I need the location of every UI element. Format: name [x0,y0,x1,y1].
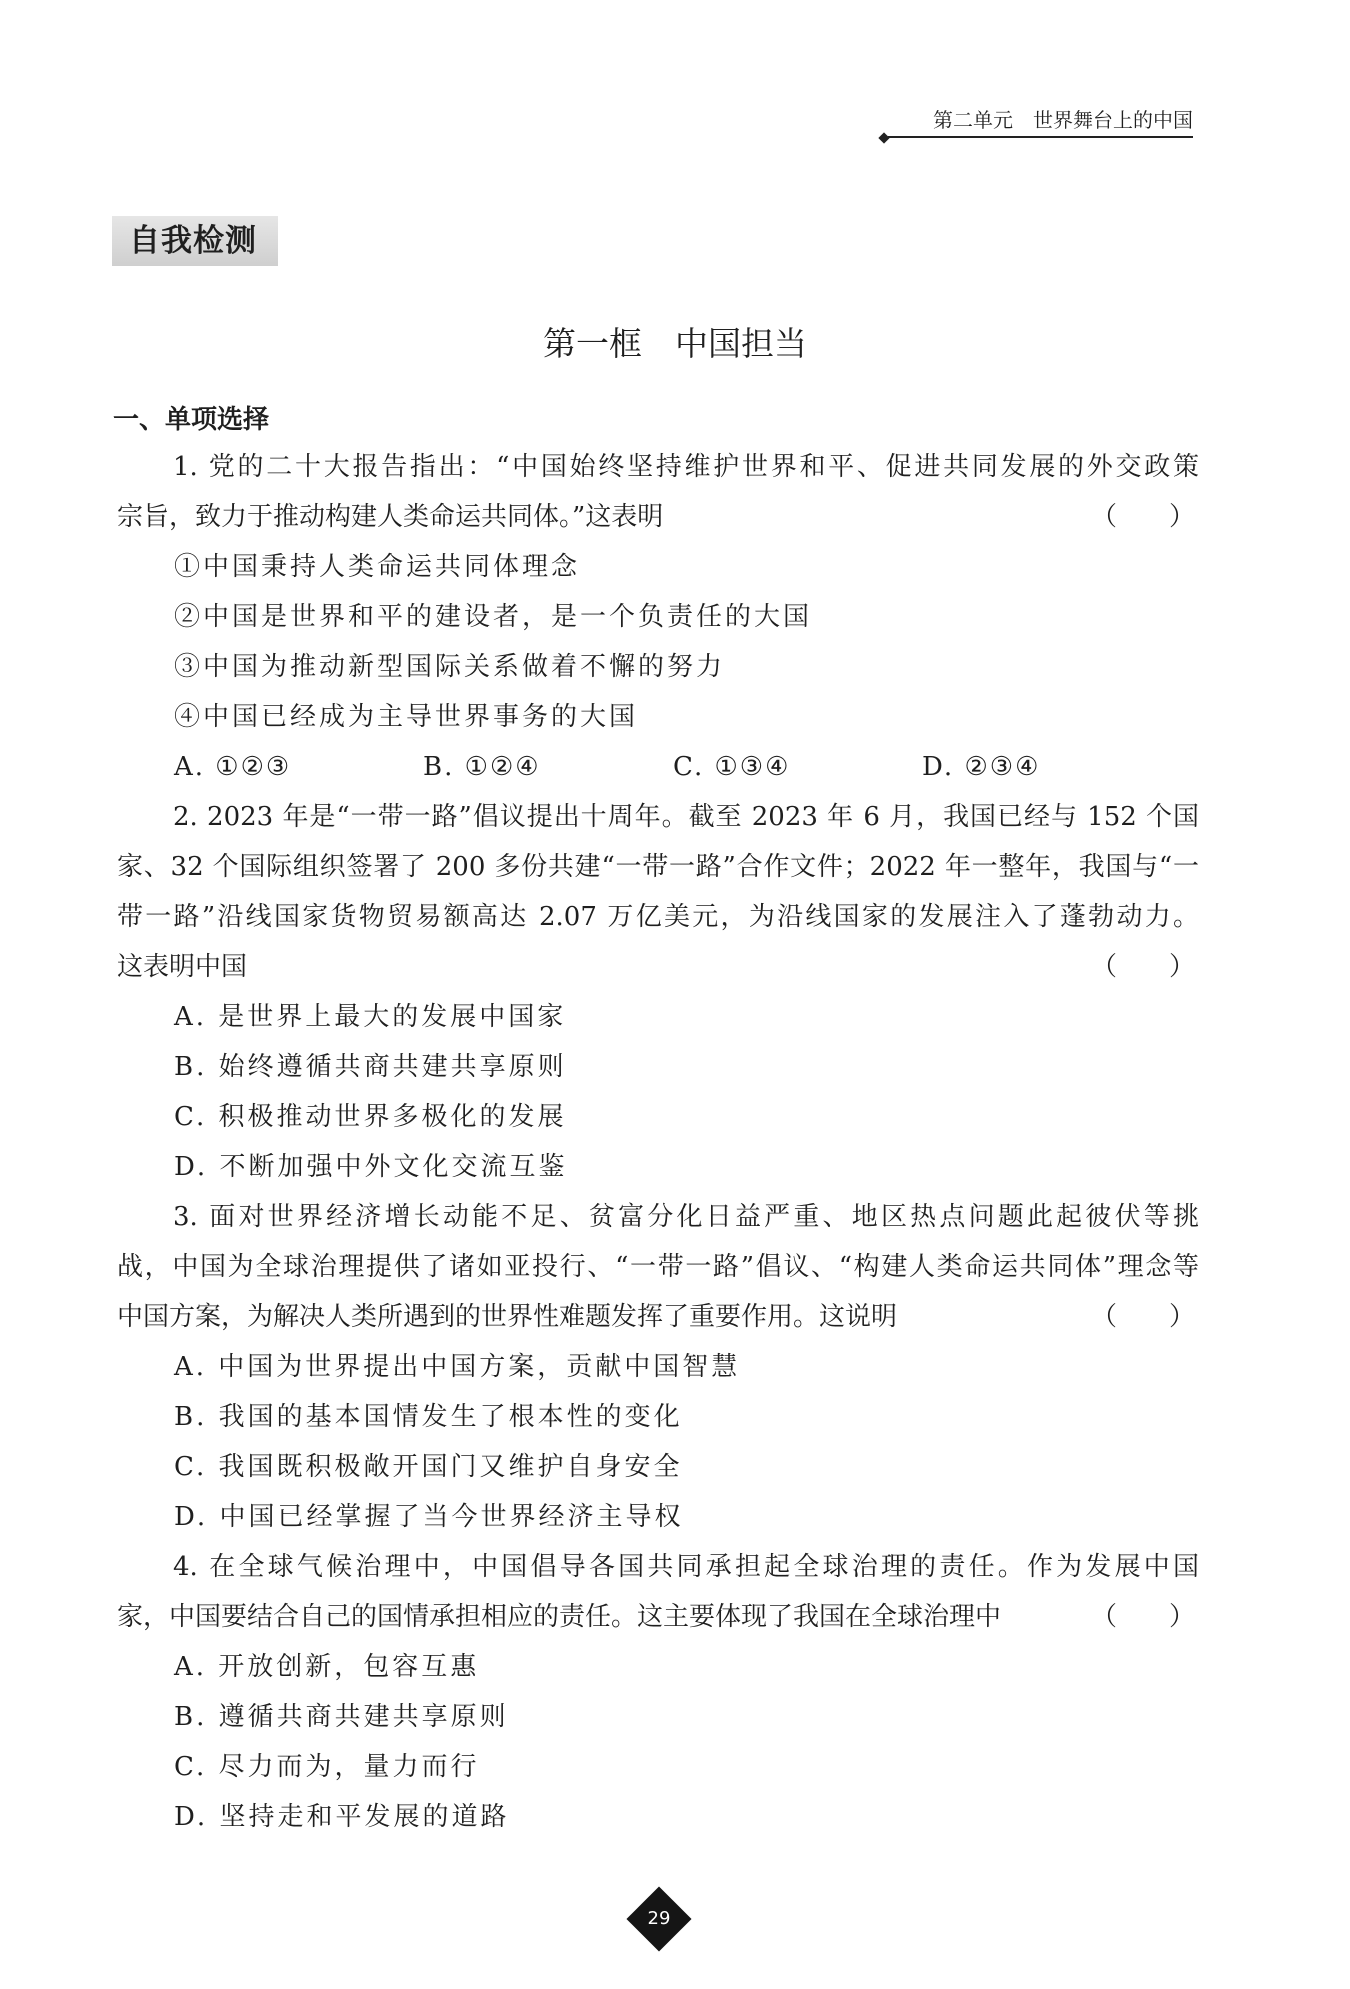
diamond-icon [878,132,889,143]
question-4 [117,1542,1199,1842]
question-stem-text: 这表明中国 [117,952,248,982]
statement-item: ③中国为推动新型国际关系做着不懈的努力 [174,652,726,682]
question-stem-line: 家、32 个国际组织签署了 200 多份共建“一带一路”合作文件；2022 年一整年，我国与“一 [117,852,1199,882]
question-stem-line: 3. 面对世界经济增长动能不足、贫富分化日益严重、地区热点问题此起彼伏等挑 [173,1202,1199,1232]
question-stem-line: 2. 2023 年是“一带一路”倡议提出十周年。截至 2023 年 6 月，我国已经与 152 个国 [173,802,1199,832]
lesson-title: 第一框 中国担当 [543,324,807,363]
question-1 [117,442,1199,792]
question-stem-line: 1. 党的二十大报告指出：“中国始终坚持维护世界和平、促进共同发展的外交政策 [173,452,1199,482]
question-3 [117,1192,1199,1542]
statement-item: ④中国已经成为主导世界事务的大国 [174,702,639,732]
question-stem-line [117,1592,1199,1642]
choice-b[interactable]: B. ①②④ [423,752,541,782]
choice-row [117,742,1199,792]
option-d[interactable]: D. 不断加强中外文化交流互鉴 [174,1152,568,1182]
question-stem-line: 带一路”沿线国家货物贸易额高达 2.07 万亿美元，为沿线国家的发展注入了蓬勃动力。 [117,902,1199,932]
running-header [888,107,1193,138]
option-a[interactable]: A. 中国为世界提出中国方案，贡献中国智慧 [174,1352,741,1382]
statement-item: ②中国是世界和平的建设者，是一个负责任的大国 [174,602,813,632]
question-stem-text: 宗旨，致力于推动构建人类命运共同体。”这表明 [117,502,664,532]
option-b[interactable]: B. 始终遵循共商共建共享原则 [174,1052,567,1082]
choice-d[interactable]: D. ②③④ [922,752,1041,782]
question-stem-text: 家，中国要结合自己的国情承担相应的责任。这主要体现了我国在全球治理中 [117,1602,1002,1632]
choice-a[interactable]: A. ①②③ [174,752,292,782]
page-number: 29 [647,1908,671,1929]
option-d[interactable]: D. 中国已经掌握了当今世界经济主导权 [174,1502,684,1532]
question-2 [117,792,1199,1192]
option-c[interactable]: C. 尽力而为，量力而行 [174,1752,480,1782]
question-stem-line [117,1292,1199,1342]
answer-blank[interactable]: （ ） [1090,952,1195,982]
option-a[interactable]: A. 是世界上最大的发展中国家 [174,1002,567,1032]
question-stem-line [117,492,1199,542]
unit-title: 第二单元 世界舞台上的中国 [933,108,1193,132]
choice-c[interactable]: C. ①③④ [673,752,791,782]
question-stem-line [117,942,1199,992]
question-stem-line: 4. 在全球气候治理中，中国倡导各国共同承担起全球治理的责任。作为发展中国 [173,1552,1199,1582]
option-c[interactable]: C. 我国既积极敞开国门又维护自身安全 [174,1452,683,1482]
question-stem-text: 中国方案，为解决人类所遇到的世界性难题发挥了重要作用。这说明 [117,1302,898,1332]
part-heading: 一、单项选择 [113,405,270,435]
question-list [117,442,1199,1842]
option-a[interactable]: A. 开放创新，包容互惠 [174,1652,480,1682]
statement-item: ①中国秉持人类命运共同体理念 [174,552,581,582]
answer-blank[interactable]: （ ） [1090,1602,1195,1632]
option-d[interactable]: D. 坚持走和平发展的道路 [174,1802,510,1832]
answer-blank[interactable]: （ ） [1090,502,1195,532]
section-tag: 自我检测 [112,216,278,266]
option-c[interactable]: C. 积极推动世界多极化的发展 [174,1102,567,1132]
answer-blank[interactable]: （ ） [1090,1302,1195,1332]
option-b[interactable]: B. 遵循共商共建共享原则 [174,1702,509,1732]
question-stem-line: 战，中国为全球治理提供了诸如亚投行、“一带一路”倡议、“构建人类命运共同体”理念等 [117,1252,1199,1282]
option-b[interactable]: B. 我国的基本国情发生了根本性的变化 [174,1402,683,1432]
